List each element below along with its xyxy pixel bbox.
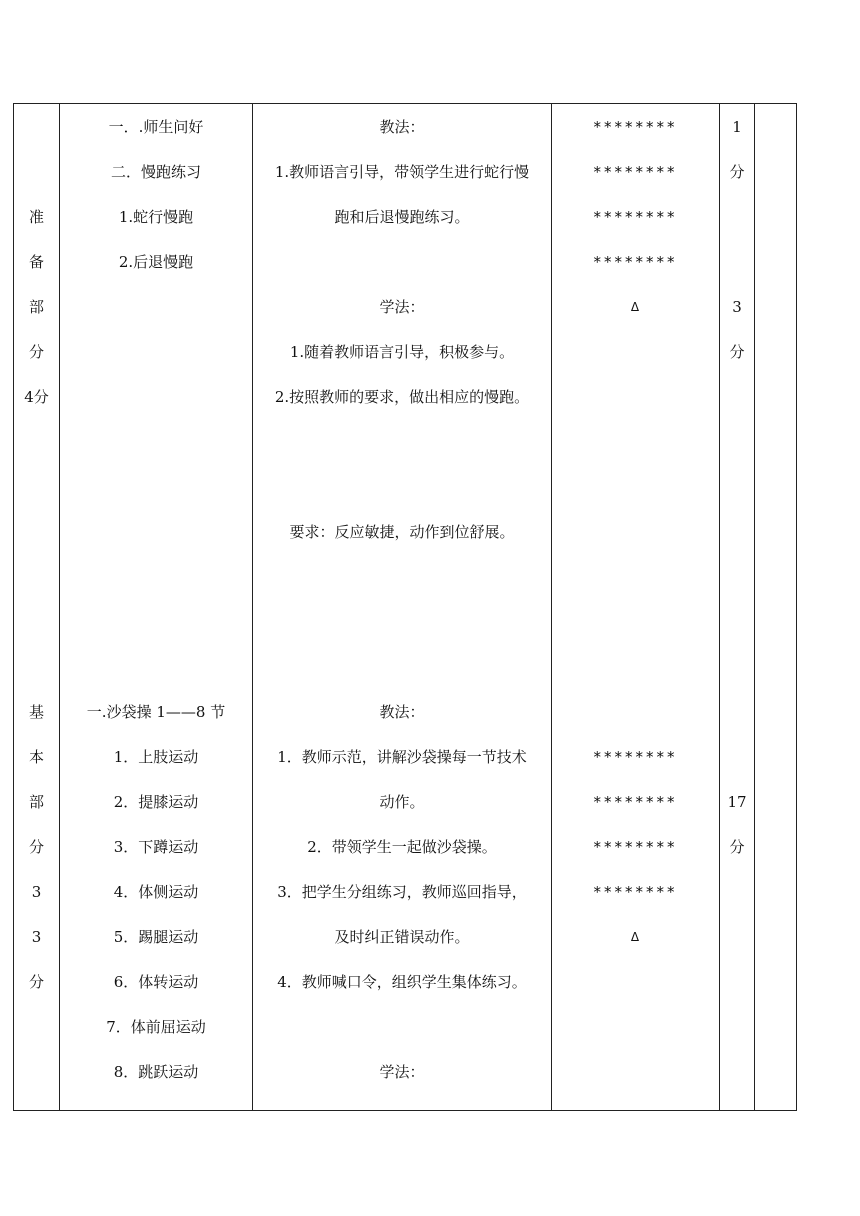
- basic-content-item: 一.沙袋操 1——8 节: [86, 703, 226, 721]
- basic-content-item: 2．提膝运动: [113, 793, 199, 811]
- formation-row: ********: [593, 253, 678, 271]
- basic-content-item: 8．跳跃运动: [113, 1063, 199, 1081]
- prep-content-item: 二．慢跑练习: [110, 163, 201, 181]
- lesson-plan-table: [13, 103, 797, 1111]
- basic-section-label: 本: [28, 748, 44, 766]
- prep-method-line: 跑和后退慢跑练习。: [334, 208, 470, 226]
- formation-row: ********: [593, 838, 678, 856]
- prep-section-label: 备: [28, 253, 44, 271]
- prep-content-item: 1.蛇行慢跑: [118, 208, 194, 226]
- formation-row: ********: [593, 118, 678, 136]
- teacher-position-mark: Δ: [630, 300, 641, 314]
- column-divider: [719, 104, 720, 1110]
- prep-time-value: 3: [732, 298, 742, 316]
- formation-row: ********: [593, 883, 678, 901]
- basic-content-item: 7．体前屈运动: [106, 1018, 206, 1036]
- formation-row: ********: [593, 208, 678, 226]
- basic-content-item: 3．下蹲运动: [113, 838, 199, 856]
- column-divider: [252, 104, 253, 1110]
- prep-content-item: 2.后退慢跑: [118, 253, 194, 271]
- prep-section-label: 部: [28, 298, 44, 316]
- basic-section-label: 分: [28, 838, 44, 856]
- prep-content-item: 一．.师生问好: [108, 118, 204, 136]
- prep-study-line: 2.按照教师的要求，做出相应的慢跑。: [274, 388, 530, 406]
- basic-method-line: 3．把学生分组练习，教师巡回指导，: [277, 883, 527, 901]
- formation-row: ********: [593, 748, 678, 766]
- prep-section-label: 4分: [24, 388, 49, 406]
- prep-section-label: 分: [28, 343, 44, 361]
- basic-content-item: 6．体转运动: [113, 973, 199, 991]
- basic-method-line: 2．带领学生一起做沙袋操。: [307, 838, 497, 856]
- basic-content-item: 1．上肢运动: [113, 748, 199, 766]
- basic-time-unit: 分: [729, 838, 745, 856]
- prep-method-title: 教法：: [379, 118, 425, 136]
- basic-time-value: 17: [727, 793, 747, 811]
- prep-study-line: 1.随着教师语言引导，积极参与。: [289, 343, 515, 361]
- prep-time-unit: 分: [729, 343, 745, 361]
- prep-method-line: 1.教师语言引导，带领学生进行蛇行慢: [274, 163, 530, 181]
- basic-method-line: 4．教师喊口令，组织学生集体练习。: [277, 973, 527, 991]
- basic-section-label: 部: [28, 793, 44, 811]
- formation-row: ********: [593, 163, 678, 181]
- basic-study-title: 学法：: [379, 1063, 425, 1081]
- basic-method-line: 动作。: [379, 793, 425, 811]
- basic-method-line: 1．教师示范，讲解沙袋操每一节技术: [277, 748, 527, 766]
- prep-study-title: 学法：: [379, 298, 425, 316]
- basic-content-item: 4．体侧运动: [113, 883, 199, 901]
- basic-section-label: 分: [28, 973, 44, 991]
- basic-method-line: 及时纠正错误动作。: [334, 928, 470, 946]
- basic-section-label: 3: [31, 928, 42, 946]
- basic-section-label: 基: [28, 703, 44, 721]
- basic-content-item: 5．踢腿运动: [113, 928, 199, 946]
- prep-section-label: 准: [28, 208, 44, 226]
- prep-requirement: 要求：反应敏捷，动作到位舒展。: [289, 523, 515, 541]
- basic-method-title: 教法：: [379, 703, 425, 721]
- basic-section-label: 3: [31, 883, 42, 901]
- prep-time-unit: 分: [729, 163, 745, 181]
- prep-time-value: 1: [732, 118, 742, 136]
- teacher-position-mark: Δ: [630, 930, 641, 944]
- formation-row: ********: [593, 793, 678, 811]
- column-divider: [754, 104, 755, 1110]
